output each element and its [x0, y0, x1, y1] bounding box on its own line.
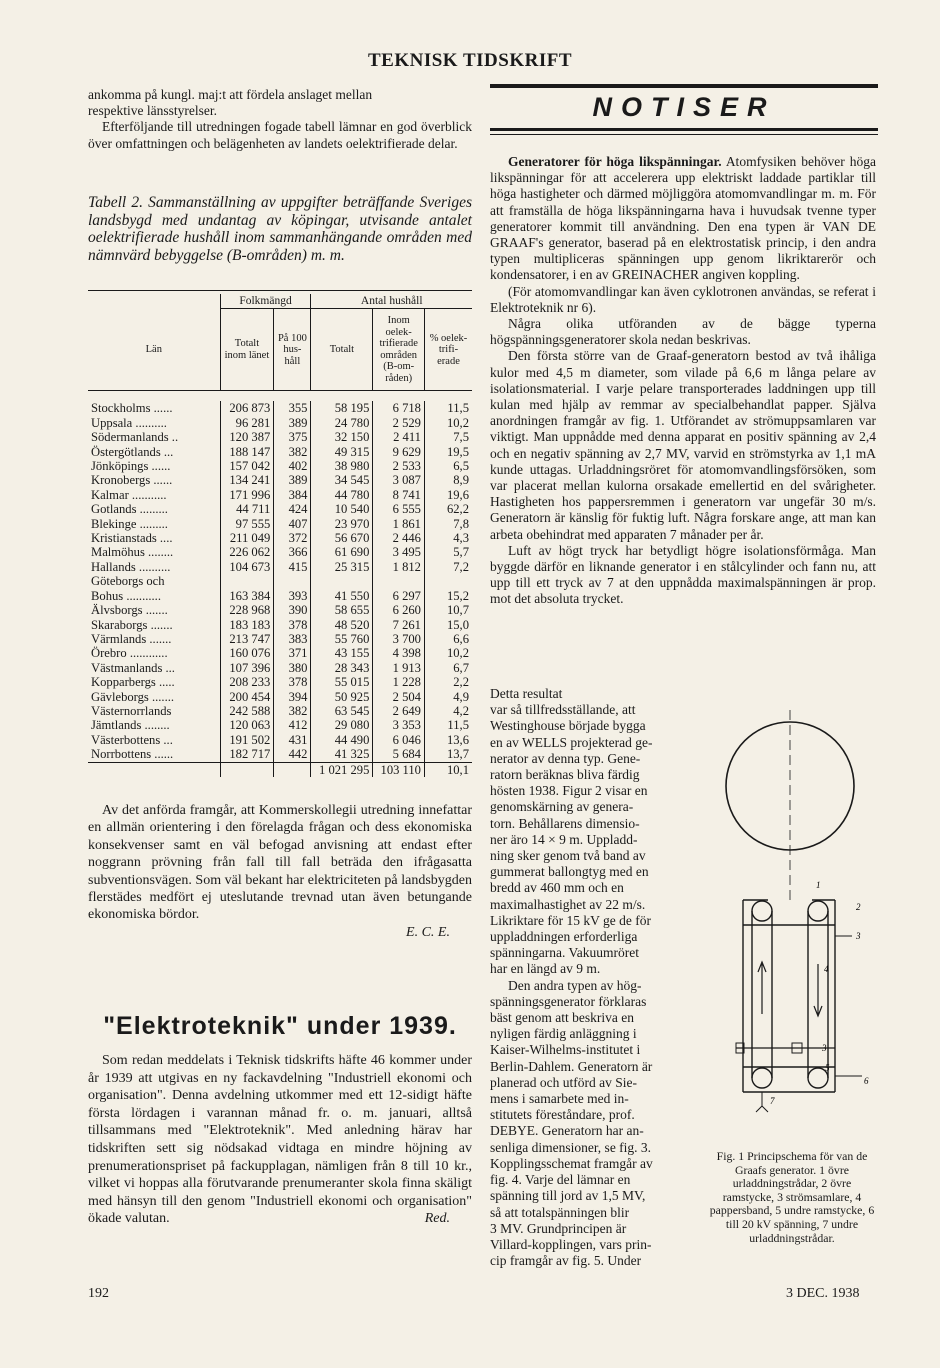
cell-pa-100: 415: [274, 560, 311, 574]
cell-hushall-totalt: 58 195: [311, 401, 373, 415]
cell-procent: 4,3: [424, 531, 472, 545]
total-procent: 10,1: [424, 762, 472, 777]
cell-procent: 10,2: [424, 416, 472, 430]
text-line: 3 MV. Grundprincipen är: [490, 1220, 627, 1236]
cell-hushall-totalt: 43 155: [311, 646, 373, 660]
fig-label-7: 7: [770, 1096, 775, 1106]
cell-oelektrifierade: [373, 574, 425, 588]
lower-roller-left: [752, 1068, 772, 1088]
cell-lan: Västmanlands ...: [91, 660, 175, 675]
figure-1-diagram: [722, 704, 872, 1144]
cell-lan: Norrbottens ......: [91, 747, 174, 762]
data-table-wrapper: [88, 290, 472, 777]
text-line: Detta resultat: [490, 686, 563, 701]
cell-oelektrifierade: 6 260: [373, 603, 425, 617]
cell-procent: 2,2: [424, 675, 472, 689]
text-line: spänning till jord av 1,5 MV,: [490, 1188, 646, 1204]
cell-oelektrifierade: 4 398: [373, 646, 425, 660]
text-line: ning sker genom två band av: [490, 848, 646, 864]
cell-lan: Värmlands .......: [91, 631, 172, 646]
text-line: bäst genom att beskriva en: [490, 1010, 634, 1026]
table-row: [88, 661, 472, 675]
section-title-notiser: NOTISER: [592, 92, 776, 122]
cell-pa-100: 372: [274, 531, 311, 545]
cell-folkmangd: 107 396: [220, 661, 274, 675]
cell-oelektrifierade: 3 495: [373, 545, 425, 559]
cell-folkmangd: 160 076: [220, 646, 274, 660]
cell-procent: 19,5: [424, 445, 472, 459]
text-line: Den andra typen av hög-: [508, 977, 642, 993]
table-row: [88, 473, 472, 487]
total-oelektrifierade: 103 110: [373, 762, 425, 777]
cell-hushall-totalt: 55 760: [311, 632, 373, 646]
article-paragraph-3: Några olika utföranden av de bägge typerna högspänningsgeneratorer skola nedan beskrivas.: [490, 316, 876, 348]
cell-folkmangd: 157 042: [220, 459, 274, 473]
cell-folkmangd: 171 996: [220, 488, 274, 502]
cell-folkmangd: 163 384: [220, 589, 274, 603]
article-paragraph-4: Den första större van de Graaf-generatorn bestod av två ihåliga kulor med 4,5 m diameter, som vilade på 6,6 m långa pelare av isolationsmaterial. I varje pelare transporterades laddningen upp till kulan med hjälp av remmar av specialbehandlat papper. Själva anordningen framgår av fig. 1. Utförandet av strömuppsamlaren var viktigt. Man uppnådde med denna apparat en positiv spänning av 2,4 och en negativ spänning av 2,7 MV, varvid en strömstyrka av 1,1 mA kunde uttagas. Urladdningsröret för atomomvandlingsförsöken, som var placerat mellan kulorna orsakade emellertid en del svårigheter. Hastigheten hos pappersremmen i generatorn var ungefär 30 m/s. Generatorn är känslig för fuktig luft. Några forskare ange, att man kan arbeta obehindrat med apparaten 7 månader per år.: [490, 348, 876, 542]
fig-label-3b: 3: [822, 1043, 827, 1053]
cell-procent: 11,5: [424, 401, 472, 415]
notiser-rule-bottom: [490, 128, 878, 131]
fig-label-5: 5: [825, 1063, 830, 1073]
cell-pa-100: 389: [274, 473, 311, 487]
cell-lan: Älvsborgs .......: [91, 603, 168, 618]
text-line: hösten 1938. Figur 2 visar en: [490, 783, 648, 799]
intro-paragraph: Efterföljande till utredningen fogade tabell lämnar en god överblick över omfattningen och belägenheten av landets oelektrifierade delar.: [88, 119, 472, 151]
text-line: Kopplingsschemat framgår av: [490, 1155, 653, 1171]
cell-procent: 10,2: [424, 646, 472, 660]
cell-hushall-totalt: 49 315: [311, 445, 373, 459]
table-top-rule: [88, 290, 472, 291]
table-row: [88, 733, 472, 747]
article-paragraph-2: (För atomomvandlingar kan även cyklotronen användas, se referat i Elektroteknik nr 6).: [490, 283, 876, 315]
text-line: fig. 4. Varje del lämnar en: [490, 1172, 631, 1188]
cell-folkmangd: 208 233: [220, 675, 274, 689]
table-row: [88, 517, 472, 531]
right-column-narrow: [490, 686, 692, 1269]
col-totalt-lanet: Totalt inom länet: [220, 309, 274, 391]
heading-elektroteknik: "Elektroteknik" under 1939.: [103, 1012, 457, 1040]
text-line: Berlin-Dahlem. Generatorn är: [490, 1058, 653, 1074]
cell-oelektrifierade: 3 700: [373, 632, 425, 646]
cell-lan: Gävleborgs .......: [91, 689, 175, 704]
article-title: Generatorer för höga likspänningar.: [508, 154, 722, 169]
text-line: ratorn beräknas bliva färdig: [490, 767, 640, 783]
cell-procent: 62,2: [424, 502, 472, 516]
cell-folkmangd: 213 747: [220, 632, 274, 646]
text-line: en av WELLS projekterad ge-: [490, 734, 653, 750]
cell-folkmangd: 96 281: [220, 416, 274, 430]
table-row: [88, 560, 472, 574]
data-table: [88, 294, 472, 777]
table-row: [88, 545, 472, 559]
signature: E. C. E.: [406, 924, 450, 940]
text-line: planerad och utförd av Sie-: [490, 1074, 637, 1090]
cell-oelektrifierade: 6 718: [373, 401, 425, 415]
left-after-table: [88, 802, 472, 941]
cell-pa-100: 412: [274, 718, 311, 732]
cell-oelektrifierade: 6 555: [373, 502, 425, 516]
upper-roller-left: [752, 901, 772, 921]
article-paragraph-1: [490, 154, 876, 284]
cell-procent: 4,9: [424, 690, 472, 704]
header-rule: [490, 84, 878, 88]
cell-oelektrifierade: 7 261: [373, 618, 425, 632]
cell-oelektrifierade: 3 353: [373, 718, 425, 732]
table-row: [88, 459, 472, 473]
article-paragraph-5: Luft av högt tryck har betydligt högre isolationsförmåga. Man byggde därför en liknande generator i en stålcylinder och fann nu, att upp till ett tryck av 7 at den uppnådda maximalspänningen är prop. mot det absoluta trycket.: [490, 542, 876, 607]
cell-folkmangd: 226 062: [220, 545, 274, 559]
cell-lan: Västerbottens ...: [91, 732, 173, 747]
announcement-paragraph: Som redan meddelats i Teknisk tidskrifts häfte 46 kommer under år 1939 att utgivas en ny fackavdelning "Industriell ekonomi och organisation". Denna avdelning utkommer med ett 12-sidigt häfte första lördagen i varannan månad fr. o. m. januari, alltså tillsammans med "Elektroteknik". Med anledning härav har tidskriften sett sig nödsakad vidtaga en mindre höjning av prenumerationspriset på fackupplagan, nämligen från 8 till 10 kr., vilket vi hoppas alla förutvarande prenumeranter skola finna skäligt med hänsyn till den genom "Industriell ekonomi och organisation" ökade valutan.: [88, 1053, 472, 1227]
cell-lan: Göteborgs och: [91, 574, 165, 589]
cell-lan: Blekinge .........: [91, 516, 168, 531]
text-line: stitutets föreståndare, prof.: [490, 1107, 635, 1123]
text-line: uppladdningen erforderliga: [490, 929, 638, 945]
announcement-signature: Red.: [424, 1211, 450, 1227]
cell-lan: Uppsala ..........: [91, 415, 167, 430]
cell-folkmangd: 188 147: [220, 445, 274, 459]
cell-pa-100: 402: [274, 459, 311, 473]
cell-oelektrifierade: 2 411: [373, 430, 425, 444]
cell-hushall-totalt: 56 670: [311, 531, 373, 545]
cell-hushall-totalt: 58 655: [311, 603, 373, 617]
col-procent: % oelek- trifi- erade: [424, 309, 472, 391]
text-line: torn. Behållarens dimensio-: [490, 815, 640, 831]
cell-folkmangd: 242 588: [220, 704, 274, 718]
table-row: [88, 445, 472, 459]
cell-procent: 11,5: [424, 718, 472, 732]
cell-lan: Hallands ..........: [91, 559, 171, 574]
cell-oelektrifierade: 2 533: [373, 459, 425, 473]
text-line: var så tillfredsställande, att: [490, 702, 636, 718]
text-line: nyligen färdig anläggning i: [490, 1026, 637, 1042]
cell-lan: Jönköpings ......: [91, 459, 171, 474]
table-row: [88, 704, 472, 718]
issue-date: 3 DEC. 1938: [786, 1286, 860, 1301]
cell-pa-100: 371: [274, 646, 311, 660]
cell-hushall-totalt: 55 015: [311, 675, 373, 689]
table-row: [88, 646, 472, 660]
fig-label-3: 3: [856, 931, 861, 941]
cell-folkmangd: [220, 574, 274, 588]
cell-lan: Skaraborgs .......: [91, 617, 173, 632]
text-line: senliga dimensioner, se fig. 3.: [490, 1139, 652, 1155]
cell-hushall-totalt: 32 150: [311, 430, 373, 444]
cell-procent: 15,2: [424, 589, 472, 603]
fig-label-4: 4: [824, 964, 829, 974]
cell-procent: 19,6: [424, 488, 472, 502]
text-line: cip framgår av fig. 5. Under: [490, 1253, 642, 1269]
cell-pa-100: 389: [274, 416, 311, 430]
cell-folkmangd: 97 555: [220, 517, 274, 531]
cell-procent: 13,6: [424, 733, 472, 747]
intro-line-2: respektive länsstyrelser.: [88, 103, 217, 119]
cell-hushall-totalt: 50 925: [311, 690, 373, 704]
total-hushall: 1 021 295: [311, 762, 373, 777]
table-row: [88, 416, 472, 430]
text-line: nerator av denna typ. Gene-: [490, 750, 641, 766]
table-row: [88, 618, 472, 632]
cell-pa-100: 407: [274, 517, 311, 531]
cell-pa-100: 442: [274, 747, 311, 762]
table-column-header: [88, 309, 472, 391]
table-row: [88, 718, 472, 732]
cell-hushall-totalt: 24 780: [311, 416, 373, 430]
cell-pa-100: 383: [274, 632, 311, 646]
cell-oelektrifierade: 1 913: [373, 661, 425, 675]
notiser-rule-thin: [490, 134, 878, 135]
cell-oelektrifierade: 2 446: [373, 531, 425, 545]
cell-oelektrifierade: 5 684: [373, 747, 425, 762]
text-line: gummerat ballongtyg med en: [490, 864, 649, 880]
table-total-row: [88, 762, 472, 777]
cell-hushall-totalt: 41 550: [311, 589, 373, 603]
cell-lan: Södermanlands ..: [91, 430, 179, 445]
cell-hushall-totalt: 29 080: [311, 718, 373, 732]
cell-oelektrifierade: 2 529: [373, 416, 425, 430]
text-line: genomskärning av genera-: [490, 799, 634, 815]
fig-label-6: 6: [864, 1076, 869, 1086]
cell-oelektrifierade: 8 741: [373, 488, 425, 502]
cell-hushall-totalt: 44 780: [311, 488, 373, 502]
cell-folkmangd: 211 049: [220, 531, 274, 545]
cell-lan: Bohus ...........: [91, 588, 161, 603]
cell-pa-100: 355: [274, 401, 311, 415]
cell-procent: 6,5: [424, 459, 472, 473]
after-table-paragraph: Av det anförda framgår, att Kommerskollegii utredning innefattar en allmän orientering i den förelagda frågan och dess ekonomiska konsekvenser samt en väl befogad anvisning att endast efter noggrann prövning från fall till fall beträda den ifrågasatta subventionsvägen. Som väl bekant har elektriciteten på landsbygden flerstädes medfört ej uteslutande trevnad utan även betungande ekonomiska bördor.: [88, 803, 472, 923]
article-paragraph-7: [490, 978, 692, 1270]
cell-lan: Östergötlands ...: [91, 444, 174, 459]
cell-pa-100: 378: [274, 618, 311, 632]
cell-pa-100: [274, 574, 311, 588]
left-column: [88, 87, 472, 152]
cell-hushall-totalt: 48 520: [311, 618, 373, 632]
cell-oelektrifierade: 9 629: [373, 445, 425, 459]
table-row: [88, 430, 472, 444]
text-line: spänningarna. Vakuumröret: [490, 945, 639, 961]
col-inom: Inom oelek- trifierade områden (B-om- råden): [373, 309, 425, 391]
group-hushall: Antal hushåll: [311, 294, 472, 309]
cell-hushall-totalt: 44 490: [311, 733, 373, 747]
text-line: maximalhastighet av 22 m/s.: [490, 896, 646, 912]
text-line: har en längd av 9 m.: [490, 961, 601, 977]
cell-procent: 10,7: [424, 603, 472, 617]
cell-folkmangd: 120 063: [220, 718, 274, 732]
cell-folkmangd: 228 968: [220, 603, 274, 617]
cell-lan: Stockholms ......: [91, 401, 173, 416]
group-folkmangd: Folkmängd: [220, 294, 311, 309]
cell-procent: 15,0: [424, 618, 472, 632]
cell-pa-100: 390: [274, 603, 311, 617]
cell-pa-100: 382: [274, 704, 311, 718]
cell-hushall-totalt: 25 315: [311, 560, 373, 574]
text-line: ner äro 14 × 9 m. Uppladd-: [490, 831, 638, 847]
cell-hushall-totalt: [311, 574, 373, 588]
ground-lead: [756, 1092, 768, 1112]
cell-lan: Örebro ............: [91, 646, 168, 661]
cell-folkmangd: 200 454: [220, 690, 274, 704]
cell-procent: 5,7: [424, 545, 472, 559]
cell-hushall-totalt: 38 980: [311, 459, 373, 473]
cell-hushall-totalt: 28 343: [311, 661, 373, 675]
journal-header: [0, 50, 940, 72]
cell-pa-100: 431: [274, 733, 311, 747]
arrow-down-right: [814, 964, 822, 1016]
cell-procent: 7,8: [424, 517, 472, 531]
table-caption: Tabell 2. Sammanställning av uppgifter beträffande Sveriges landsbygd med undantag av köpingar, utvisande antalet oelektrifierade hushåll inom sammanhängande områden med nämnvärd bebyggelse (B-områden) m. m.: [88, 194, 472, 264]
text-line: Kaiser-Wilhelms-institutet i: [490, 1042, 641, 1058]
cell-lan: Kristianstads ....: [91, 531, 173, 546]
cell-oelektrifierade: 2 649: [373, 704, 425, 718]
cell-hushall-totalt: 63 545: [311, 704, 373, 718]
cell-lan: Kronobergs ......: [91, 473, 173, 488]
cell-procent: 13,7: [424, 747, 472, 762]
table-row: [88, 401, 472, 415]
cell-procent: 6,6: [424, 632, 472, 646]
cell-hushall-totalt: 41 325: [311, 747, 373, 762]
article-text-1: Atomfysiken behöver höga likspänningar för att accelerera upp elektriskt laddade partiklar till höga hastigheter och därmed möjliggöra atomomvandlingar m. m. För att framställa de höga likspänningarna hava i huvudsak tvenne typer generatorer kommit till användning. Den ena typen är VAN DE GRAAF's generator, baserad på en elektrostatisk princip, i den andra typen multipliceras spänningen upp genom likriktarerör och kondensatorer, i en av GREINACHER angiven koppling.: [490, 154, 876, 283]
table-row: [88, 747, 472, 762]
cell-oelektrifierade: 3 087: [373, 473, 425, 487]
text-line: Villard-kopplingen, vars prin-: [490, 1236, 652, 1252]
cell-hushall-totalt: 10 540: [311, 502, 373, 516]
cell-oelektrifierade: 2 504: [373, 690, 425, 704]
cell-lan: Kopparbergs .....: [91, 675, 175, 690]
table-row: [88, 690, 472, 704]
table-row: [88, 574, 472, 588]
cell-folkmangd: 44 711: [220, 502, 274, 516]
cell-folkmangd: 182 717: [220, 747, 274, 762]
cell-procent: 8,9: [424, 473, 472, 487]
fig-label-1: 1: [816, 880, 821, 890]
text-line: bredd av 460 mm och en: [490, 880, 624, 896]
table-row: [88, 502, 472, 516]
table-group-header: [88, 294, 472, 309]
cell-pa-100: 393: [274, 589, 311, 603]
cell-pa-100: 424: [274, 502, 311, 516]
cell-oelektrifierade: 6 046: [373, 733, 425, 747]
text-line: mens i samarbete med in-: [490, 1091, 629, 1107]
text-line: spänningsgenerator förklaras: [490, 993, 647, 1009]
cell-folkmangd: 134 241: [220, 473, 274, 487]
cell-folkmangd: 183 183: [220, 618, 274, 632]
cell-procent: [424, 574, 472, 588]
upper-roller-right: [808, 901, 828, 921]
cell-pa-100: 375: [274, 430, 311, 444]
right-column-top: [490, 154, 876, 608]
text-line: Likriktare för 15 kV ge de för: [490, 912, 651, 928]
cell-pa-100: 366: [274, 545, 311, 559]
cell-procent: 7,5: [424, 430, 472, 444]
cell-oelektrifierade: 6 297: [373, 589, 425, 603]
cell-pa-100: 380: [274, 661, 311, 675]
cell-pa-100: 378: [274, 675, 311, 689]
cell-lan: Gotlands .........: [91, 502, 168, 517]
cell-hushall-totalt: 23 970: [311, 517, 373, 531]
table-row: [88, 488, 472, 502]
cell-oelektrifierade: 1 861: [373, 517, 425, 531]
table-body: [88, 401, 472, 762]
intro-line-1: ankomma på kungl. maj:t att fördela anslaget mellan: [88, 87, 373, 102]
cell-lan: Västernorrlands: [91, 703, 172, 718]
text-line: så att totalspänningen blir: [490, 1204, 630, 1220]
cell-procent: 6,7: [424, 661, 472, 675]
fig-label-2: 2: [856, 902, 861, 912]
cell-pa-100: 382: [274, 445, 311, 459]
figure-1-caption: Fig. 1 Principschema för van de Graafs generator. 1 övre urladdningstrådar, 2 övre ramstycke, 3 strömsamlare, 4 pappersband, 5 undre ramstycke, 6 till 20 kV spänning, 7 undre urladdningstrådar.: [709, 1149, 875, 1245]
col-totalt: Totalt: [311, 309, 373, 391]
cell-lan: Kalmar ...........: [91, 487, 167, 502]
cell-hushall-totalt: 34 545: [311, 473, 373, 487]
table-row: [88, 589, 472, 603]
cell-folkmangd: 206 873: [220, 401, 274, 415]
col-lan: Län: [145, 343, 162, 355]
cell-pa-100: 394: [274, 690, 311, 704]
announcement-block: [88, 1052, 472, 1228]
journal-title: TEKNISK TIDSKRIFT: [367, 50, 573, 71]
table-row: [88, 603, 472, 617]
article-paragraph-6: [490, 686, 692, 978]
arrow-up-left: [758, 962, 766, 1014]
cell-folkmangd: 191 502: [220, 733, 274, 747]
cell-folkmangd: 104 673: [220, 560, 274, 574]
table-row: [88, 632, 472, 646]
cell-lan: Malmöhus ........: [91, 545, 174, 560]
col-pa-100: På 100 hus- håll: [274, 309, 311, 391]
cell-pa-100: 384: [274, 488, 311, 502]
page-number: 192: [88, 1286, 109, 1301]
cell-procent: 4,2: [424, 704, 472, 718]
table-row: [88, 531, 472, 545]
cell-folkmangd: 120 387: [220, 430, 274, 444]
cell-procent: 7,2: [424, 560, 472, 574]
cell-oelektrifierade: 1 812: [373, 560, 425, 574]
cell-lan: Jämtlands ........: [91, 718, 170, 733]
text-line: DEBYE. Generatorn har an-: [490, 1123, 644, 1139]
cell-hushall-totalt: 61 690: [311, 545, 373, 559]
cell-oelektrifierade: 1 228: [373, 675, 425, 689]
table-row: [88, 675, 472, 689]
text-line: Westinghouse började bygga: [490, 718, 646, 734]
